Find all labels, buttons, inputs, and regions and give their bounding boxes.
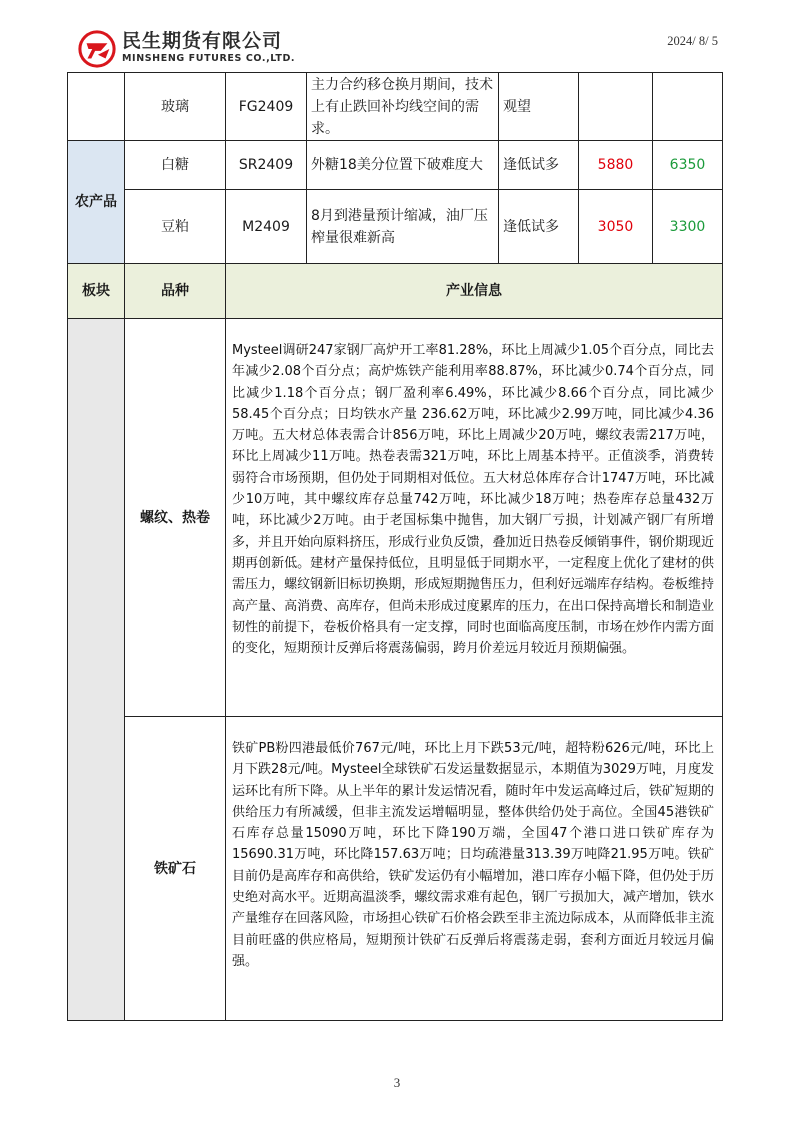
variety-cell-iron-ore: 铁矿石 xyxy=(124,716,226,1021)
page-number: 3 xyxy=(393,1075,401,1090)
product-cell: 豆粕 xyxy=(124,189,226,264)
resistance-price-cell xyxy=(652,72,723,141)
minsheng-logo-icon xyxy=(78,30,116,68)
brand-en: MINSHENG FUTURES CO.,LTD. xyxy=(122,53,296,64)
page-header xyxy=(78,26,718,72)
note-cell: 8月到港量预计缩减，油厂压榨量很难新高 xyxy=(306,189,499,264)
product-cell: 白糖 xyxy=(124,140,226,190)
brand-cn: 民生期货有限公司 xyxy=(122,30,283,52)
advice-cell: 逢低试多 xyxy=(498,189,579,264)
product-cell: 玻璃 xyxy=(124,72,226,141)
advice-cell: 观望 xyxy=(498,72,579,141)
variety-cell-rebar-coil: 螺纹、热卷 xyxy=(124,318,226,717)
support-price-cell: 3050 xyxy=(578,189,653,264)
contract-cell: FG2409 xyxy=(225,72,307,141)
contract-cell: SR2409 xyxy=(225,140,307,190)
info-text-rebar-coil: Mysteel调研247家钢厂高炉开工率81.28%，环比上周减少1.05个百分点，同比去年减少2.08个百分点；高炉炼铁产能利用率88.87%，环比减少0.74个百分点，同比减少1.18个百分点；钢厂盈利率6.49%，环比减少8.66个百分点，同比减少58.45个百分点；日均铁水产量 236.62万吨，环比减少2.99万吨，同比减少4.36万吨。五大材总体表需合计856万吨，环比上周减少20万吨，螺纹表需217万吨，环比上周减少11万吨。热卷表需321万吨，环比上周基本持平。正值淡季，消费转弱符合市场预期，但仍处于同期相对低位。五大材总体库存合计1747万吨，环比减少10万吨，其中螺纹库存总量742万吨，环比减少18万吨；热卷库存总量432万吨，环比减少2万吨。由于老国标集中抛售，加大钢厂亏损，计划减产钢厂有所增多，并且开始向原料挤压，形成行业负反馈，叠加近日热卷反倾销事件，钢价期现近期再创新低。建材产量保持低位，且明显低于同期水平，一定程度上优化了建材的供需压力，螺纹钢新旧标切换期，形成短期抛售压力，但利好远端库存结构。卷板维持高产量、高消费、高库存，但尚未形成过度累库的压力，在出口保持高增长和制造业韧性的前提下，卷板价格具有一定支撑，同时也面临高度压制，市场在炒作内需方面的变化，短期预计反弹后将震荡偏弱，跨月价差远月较近月预期偏强。 xyxy=(225,318,723,717)
sector-cell-building xyxy=(67,72,125,141)
advice-cell: 逢低试多 xyxy=(498,140,579,190)
report-table xyxy=(67,72,723,1020)
resistance-price-cell: 3300 xyxy=(652,189,723,264)
note-cell: 外糖18美分位置下破难度大 xyxy=(306,140,499,190)
header-variety: 品种 xyxy=(124,263,226,319)
support-price-cell: 5880 xyxy=(578,140,653,190)
sector-cell-black xyxy=(67,318,125,1021)
header-sector: 板块 xyxy=(67,263,125,319)
info-text-iron-ore: 铁矿PB粉四港最低价767元/吨，环比上月下跌53元/吨，超特粉626元/吨，环比上月下跌28元/吨。Mysteel全球铁矿石发运量数据显示，本期值为3029万吨，月度发运环比有所下降。从上半年的累计发运情况看，随时年中发运高峰过后，铁矿短期的供给压力有所减缓，但非主流发运增幅明显，整体供给仍处于高位。全国45港铁矿石库存总量15090万吨，环比下降190万端，全国47个港口进口铁矿库存为15690.31万吨，环比降157.63万吨；日均疏港量313.39万吨降21.95万吨。铁矿目前仍是高库存和高供给，铁矿发运仍有小幅增加，港口库存小幅下降，但仍处于历史绝对高水平。近期高温淡季，螺纹需求难有起色，钢厂亏损加大，减产增加，铁水产量维存在回落风险，市场担心铁矿石价格会跌至非主流边际成本，从而降低非主流目前旺盛的供应格局，短期预计铁矿石反弹后将震荡走弱，套利方面近月较远月偏强。 xyxy=(225,716,723,1021)
resistance-price-cell: 6350 xyxy=(652,140,723,190)
sector-cell-agri: 农产品 xyxy=(67,140,125,264)
brand xyxy=(122,30,295,66)
note-cell: 主力合约移仓换月期间，技术上有止跌回补均线空间的需求。 xyxy=(306,72,499,141)
contract-cell: M2409 xyxy=(225,189,307,264)
support-price-cell xyxy=(578,72,653,141)
report-date: 2024/ 8/ 5 xyxy=(667,34,718,48)
header-industry-info: 产业信息 xyxy=(225,263,723,319)
